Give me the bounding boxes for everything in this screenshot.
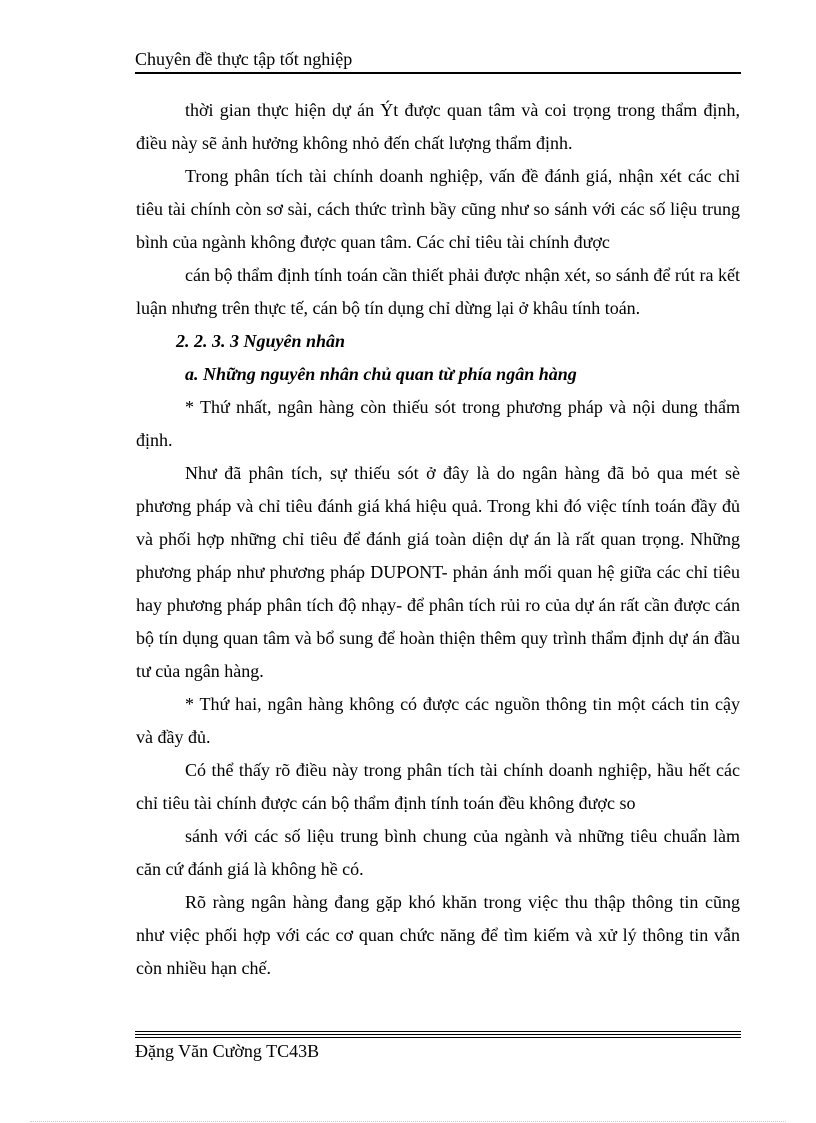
paragraph: Trong phân tích tài chính doanh nghiệp, vấn đề đánh giá, nhận xét các chỉ tiêu tài chính còn sơ sài, cách thức trình bầy cũng như so sánh với các số liệu trung bình của ngành không được quan tâm. Các chỉ tiêu tài chính được <box>136 166 740 252</box>
paragraph: Rõ ràng ngân hàng đang gặp khó khăn trong việc thu thập thông tin cũng như việc phối hợp với các cơ quan chức năng để tìm kiếm và xử lý thông tin vẫn còn nhiều hạn chế. <box>136 892 740 978</box>
paragraph: * Thứ nhất, ngân hàng còn thiếu sót trong phương pháp và nội dung thẩm định. <box>136 397 740 450</box>
paragraph: sánh với các số liệu trung bình chung của ngành và những tiêu chuẩn làm căn cứ đánh giá là không hề có. <box>136 826 740 879</box>
footer-divider <box>135 1031 741 1038</box>
paragraph: thời gian thực hiện dự án Ýt được quan tâm và coi trọng trong thẩm định, điều này sẽ ảnh hưởng không nhỏ đến chất lượng thẩm định. <box>136 100 740 153</box>
paragraph: Có thể thấy rõ điều này trong phân tích tài chính doanh nghiệp, hầu hết các chỉ tiêu tài chính được cán bộ thẩm định tính toán đều không được so <box>136 760 740 813</box>
section-subheading: a. Những nguyên nhân chủ quan từ phía ngân hàng <box>185 364 577 384</box>
page-header-title: Chuyên đề thực tập tốt nghiệp <box>135 48 741 74</box>
document-body <box>136 94 740 985</box>
paragraph: * Thứ hai, ngân hàng không có được các nguồn thông tin một cách tin cậy và đầy đủ. <box>136 694 740 747</box>
paragraph: Như đã phân tích, sự thiếu sót ở đây là do ngân hàng đã bỏ qua mét sè phương pháp và chỉ tiêu đánh giá khá hiệu quả. Trong khi đó việc tính toán đầy đủ và phối hợp những chỉ tiêu để đánh giá toàn diện dự án là rất quan trọng. Những phương pháp như phương pháp DUPONT- phản ánh mối quan hệ giữa các chỉ tiêu hay phương pháp phân tích độ nhạy- để phân tích rủi ro của dự án rất cần được cán bộ tín dụng quan tâm và bổ sung để hoàn thiện thêm quy trình thẩm định dự án đầu tư của ngân hàng. <box>136 463 740 681</box>
page-edge-divider <box>30 1121 786 1122</box>
paragraph: cán bộ thẩm định tính toán cần thiết phải được nhận xét, so sánh để rút ra kết luận nhưng trên thực tế, cán bộ tín dụng chỉ dừng lại ở khâu tính toán. <box>136 265 740 318</box>
footer-author: Đặng Văn Cường TC43B <box>135 1041 320 1061</box>
section-heading: 2. 2. 3. 3 Nguyên nhân <box>176 331 346 351</box>
